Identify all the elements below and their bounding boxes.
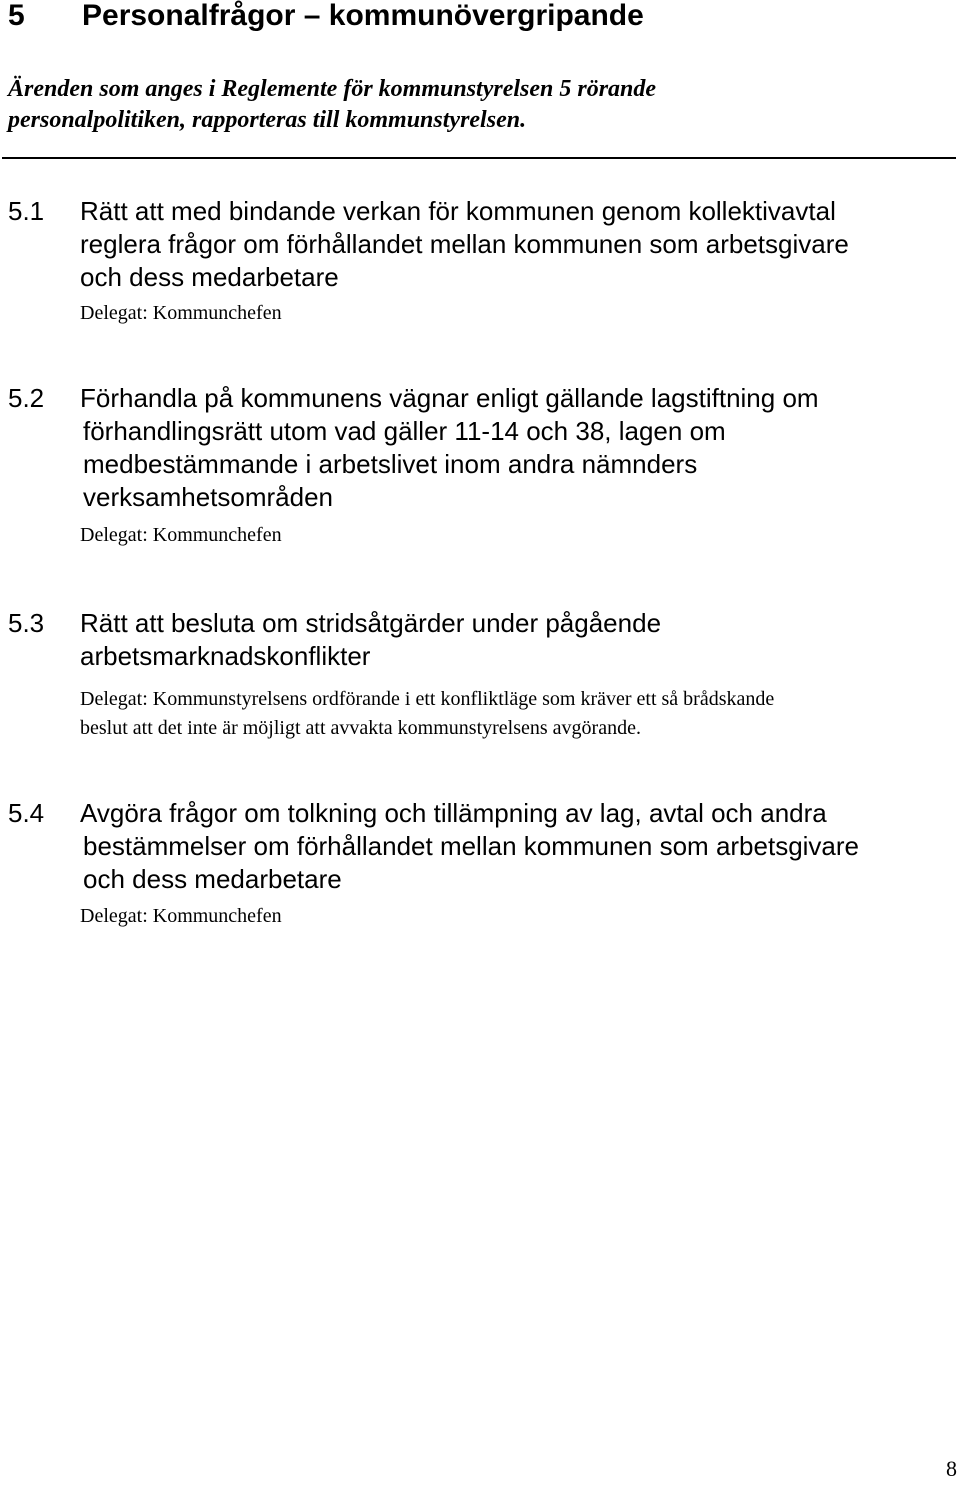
intro-line: Ärenden som anges i Reglemente för kommunstyrelsen 5 rörande <box>8 76 657 102</box>
delegat-text <box>80 685 950 743</box>
item-number: 5.4 <box>8 798 45 828</box>
delegat-text: Delegat: Kommunchefen <box>80 905 282 927</box>
section-title: Personalfrågor – kommunövergripande <box>82 0 644 32</box>
item-title <box>80 797 950 896</box>
intro-paragraph <box>8 74 908 136</box>
delegat-line: Delegat: Kommunstyrelsens ordförande i ett konfliktläge som kräver ett så brådskande <box>80 688 775 710</box>
item-title-line: medbestämmande i arbetslivet inom andra nämnders <box>83 449 698 479</box>
item-number: 5.2 <box>8 383 45 413</box>
delegat-text: Delegat: Kommunchefen <box>80 302 282 324</box>
intro-line: personalpolitiken, rapporteras till kommunstyrelsen. <box>8 107 527 133</box>
item-title <box>80 382 950 514</box>
item-title-line: Avgöra frågor om tolkning och tillämpning av lag, avtal och andra <box>80 798 827 828</box>
delegat-text: Delegat: Kommunchefen <box>80 524 282 546</box>
section-heading <box>8 0 644 34</box>
item-number: 5.3 <box>8 608 45 638</box>
item-title-line: Rätt att besluta om stridsåtgärder under pågående <box>80 608 662 638</box>
item-title <box>80 195 950 294</box>
item-title-line: reglera frågor om förhållandet mellan kommunen som arbetsgivare <box>80 229 849 259</box>
item-title-line: Förhandla på kommunens vägnar enligt gällande lagstiftning om <box>80 383 819 413</box>
item-title-line: bestämmelser om förhållandet mellan kommunen som arbetsgivare <box>83 831 860 861</box>
item-title-line: förhandlingsrätt utom vad gäller 11-14 och 38, lagen om <box>83 416 726 446</box>
item-title-line: och dess medarbetare <box>83 864 342 894</box>
divider-line <box>2 157 956 159</box>
item-title-line: arbetsmarknadskonflikter <box>80 641 371 671</box>
section-number: 5 <box>8 0 25 32</box>
item-title-line: Rätt att med bindande verkan för kommunen genom kollektivavtal <box>80 196 836 226</box>
item-number: 5.1 <box>8 196 45 226</box>
item-title-line: verksamhetsområden <box>83 482 333 512</box>
page-number: 8 <box>946 1456 957 1481</box>
item-title <box>80 607 950 673</box>
item-title-line: och dess medarbetare <box>80 262 339 292</box>
delegat-line: beslut att det inte är möjligt att avvakta kommunstyrelsens avgörande. <box>80 717 641 739</box>
